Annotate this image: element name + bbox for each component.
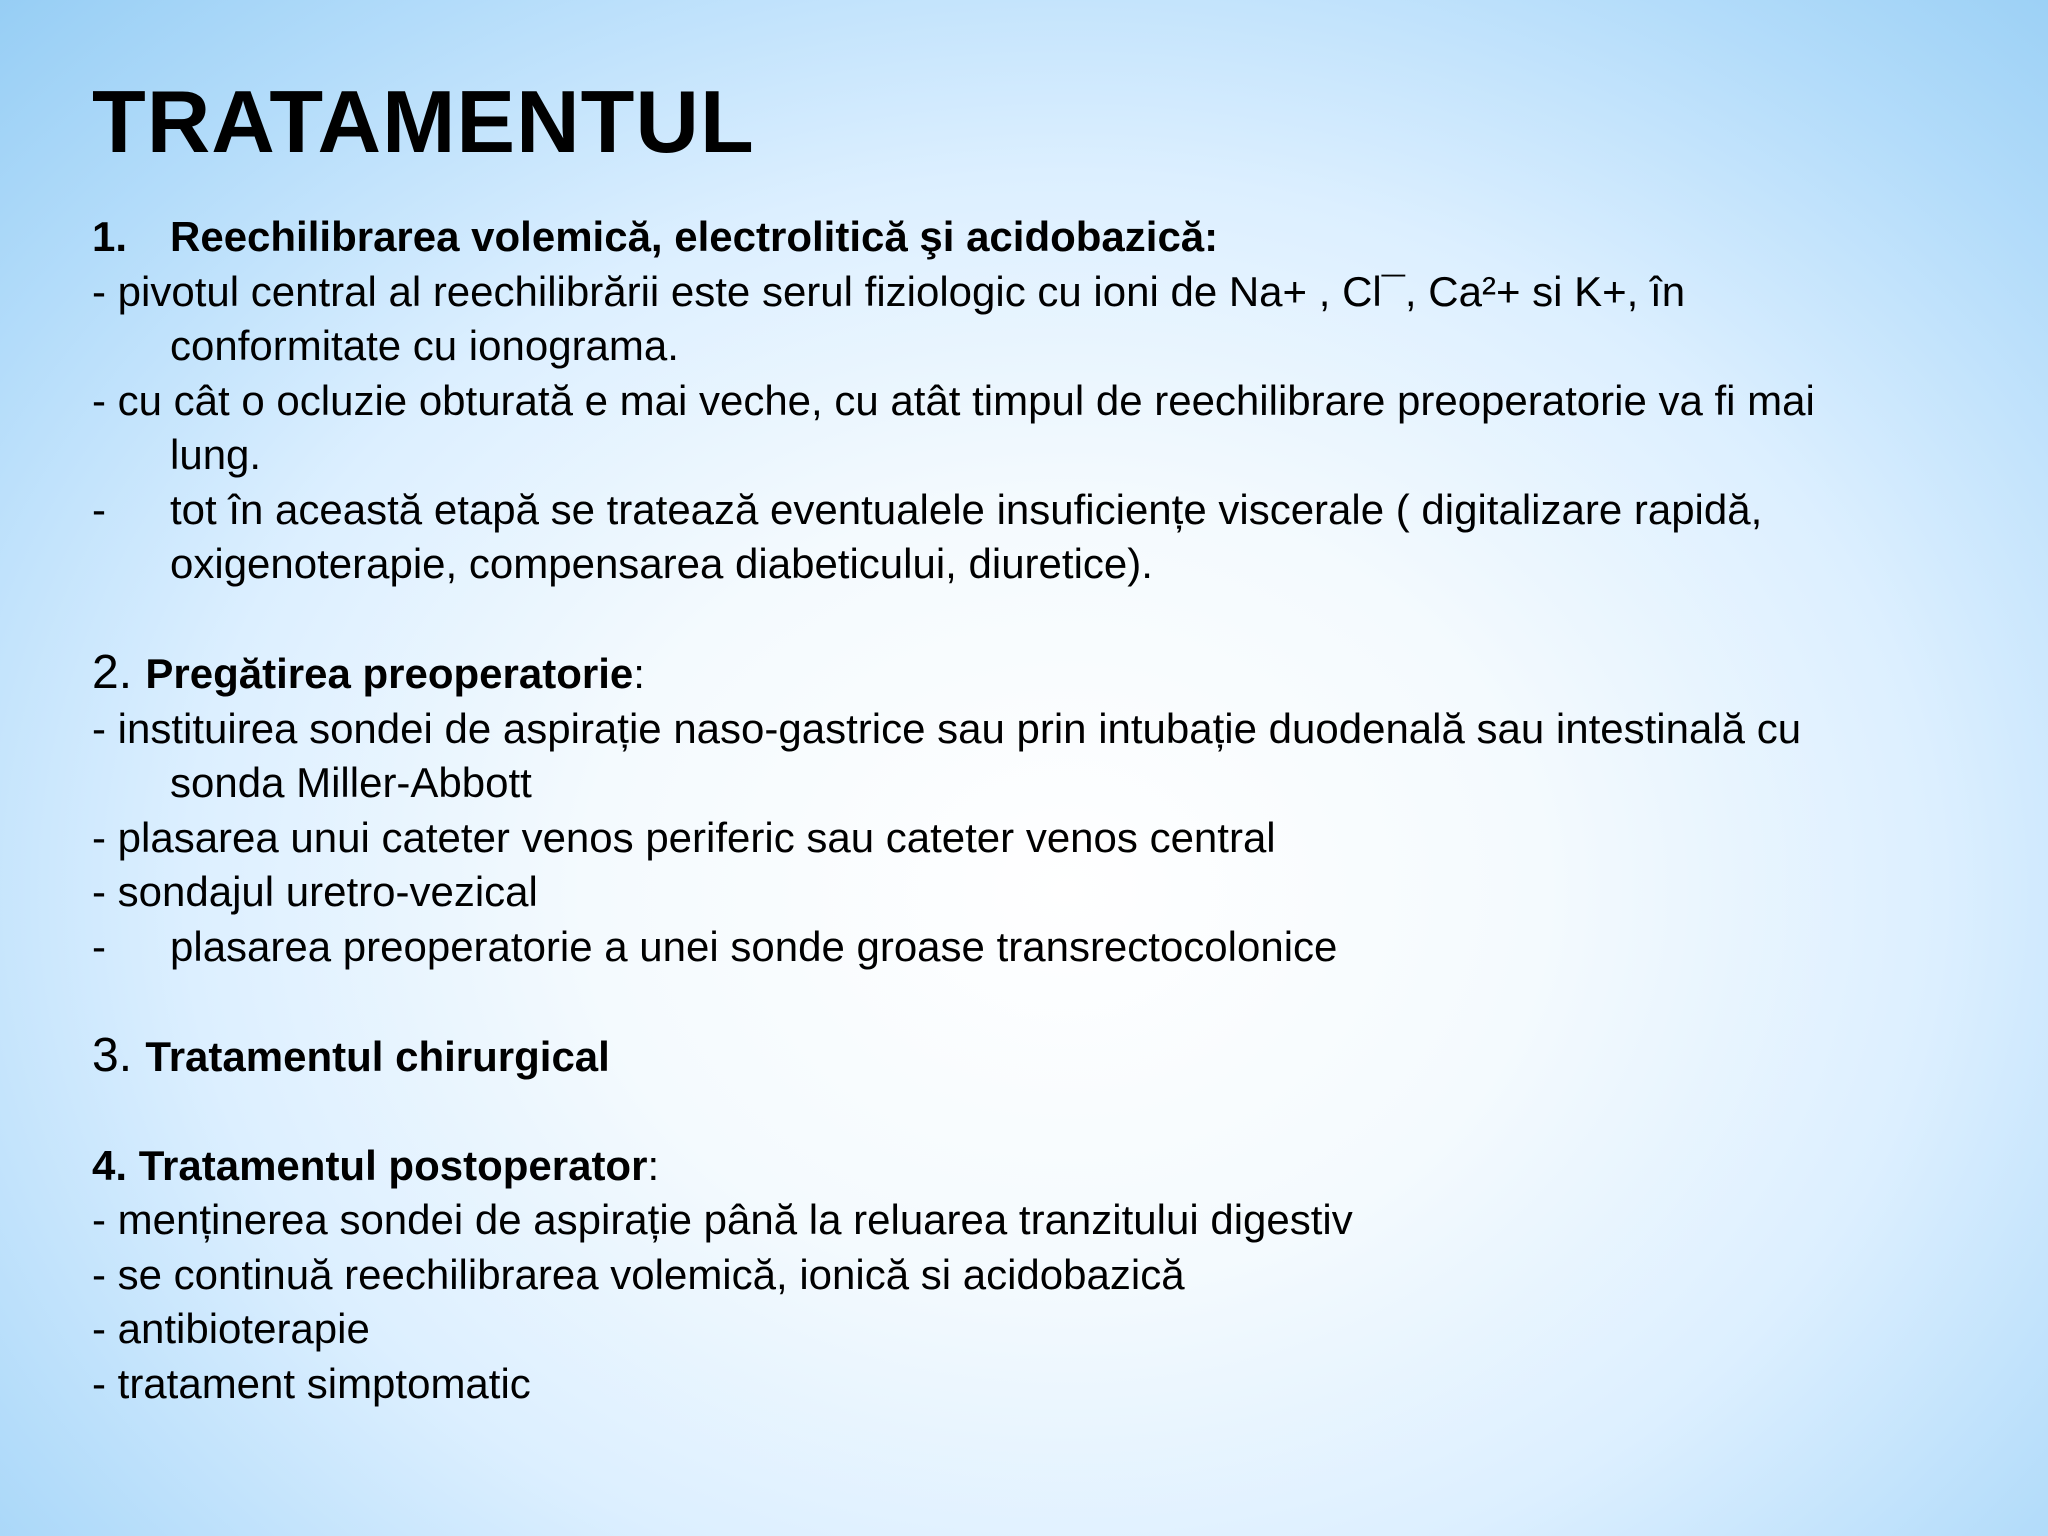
slide-title: TRATAMENTUL xyxy=(92,72,755,171)
list-item-continuation: lung. xyxy=(170,431,262,478)
list-item-text: tot în această etapă se tratează eventualele insuficiențe viscerale ( digitalizare rapidă, xyxy=(170,485,1763,533)
section-1-title: Reechilibrarea volemică, electrolitică şi acidobazică: xyxy=(170,213,1219,260)
list-item: - plasarea unui cateter venos periferic sau cateter venos central xyxy=(92,813,1276,861)
list-item: - sondajul uretro-vezical xyxy=(92,868,538,915)
section-2-heading xyxy=(92,646,2012,702)
list-item-text: plasarea preoperatorie a unei sonde groase transrectocolonice xyxy=(170,922,1338,970)
list-item: - cu cât o ocluzie obturată e mai veche, cu atât timpul de reechilibrare preoperatorie va fi mai xyxy=(92,376,1815,424)
section-1-heading xyxy=(92,210,2012,265)
list-item: - tratament simptomatic xyxy=(92,1359,531,1407)
list-item-continuation: conformitate cu ionograma. xyxy=(170,322,679,369)
section-2-title: Pregătirea preoperatorie xyxy=(145,650,634,697)
section-4-title: 4. Tratamentul postoperator xyxy=(92,1141,648,1189)
section-2-colon: : xyxy=(633,650,645,697)
spacer xyxy=(92,1084,2012,1139)
section-4-colon: : xyxy=(647,1141,660,1189)
spacer xyxy=(92,592,2012,647)
dash-bullet: - xyxy=(92,485,106,533)
section-1-number: 1. xyxy=(92,213,128,260)
list-item: - pivotul central al reechilibrării este serul fiziologic cu ioni de Na+ , Cl¯, Ca²+ si K+, în xyxy=(92,267,1686,315)
list-item xyxy=(92,920,2012,975)
list-item: - se continuă reechilibrarea volemică, ionică si acidobazică xyxy=(92,1250,1185,1298)
list-item: - menținerea sondei de aspirație până la reluarea tranzitului digestiv xyxy=(92,1196,1353,1243)
section-3-title: Tratamentul chirurgical xyxy=(145,1032,610,1080)
section-4-heading xyxy=(92,1139,2012,1194)
list-item-continuation: oxigenoterapie, compensarea diabeticului, diuretice). xyxy=(170,540,1153,587)
section-3-heading xyxy=(92,1029,2012,1085)
section-3-number: 3. xyxy=(92,1028,146,1082)
section-2-number: 2. xyxy=(92,646,146,699)
list-item: - instituirea sondei de aspirație naso-gastrice sau prin intubație duodenală sau intestinală cu xyxy=(92,704,1802,752)
list-item-continuation: sonda Miller-Abbott xyxy=(170,759,532,806)
spacer xyxy=(92,974,2012,1029)
list-item xyxy=(92,483,2012,538)
list-item: - antibioterapie xyxy=(92,1305,370,1352)
slide-content xyxy=(92,210,2012,1411)
dash-bullet: - xyxy=(92,922,106,970)
